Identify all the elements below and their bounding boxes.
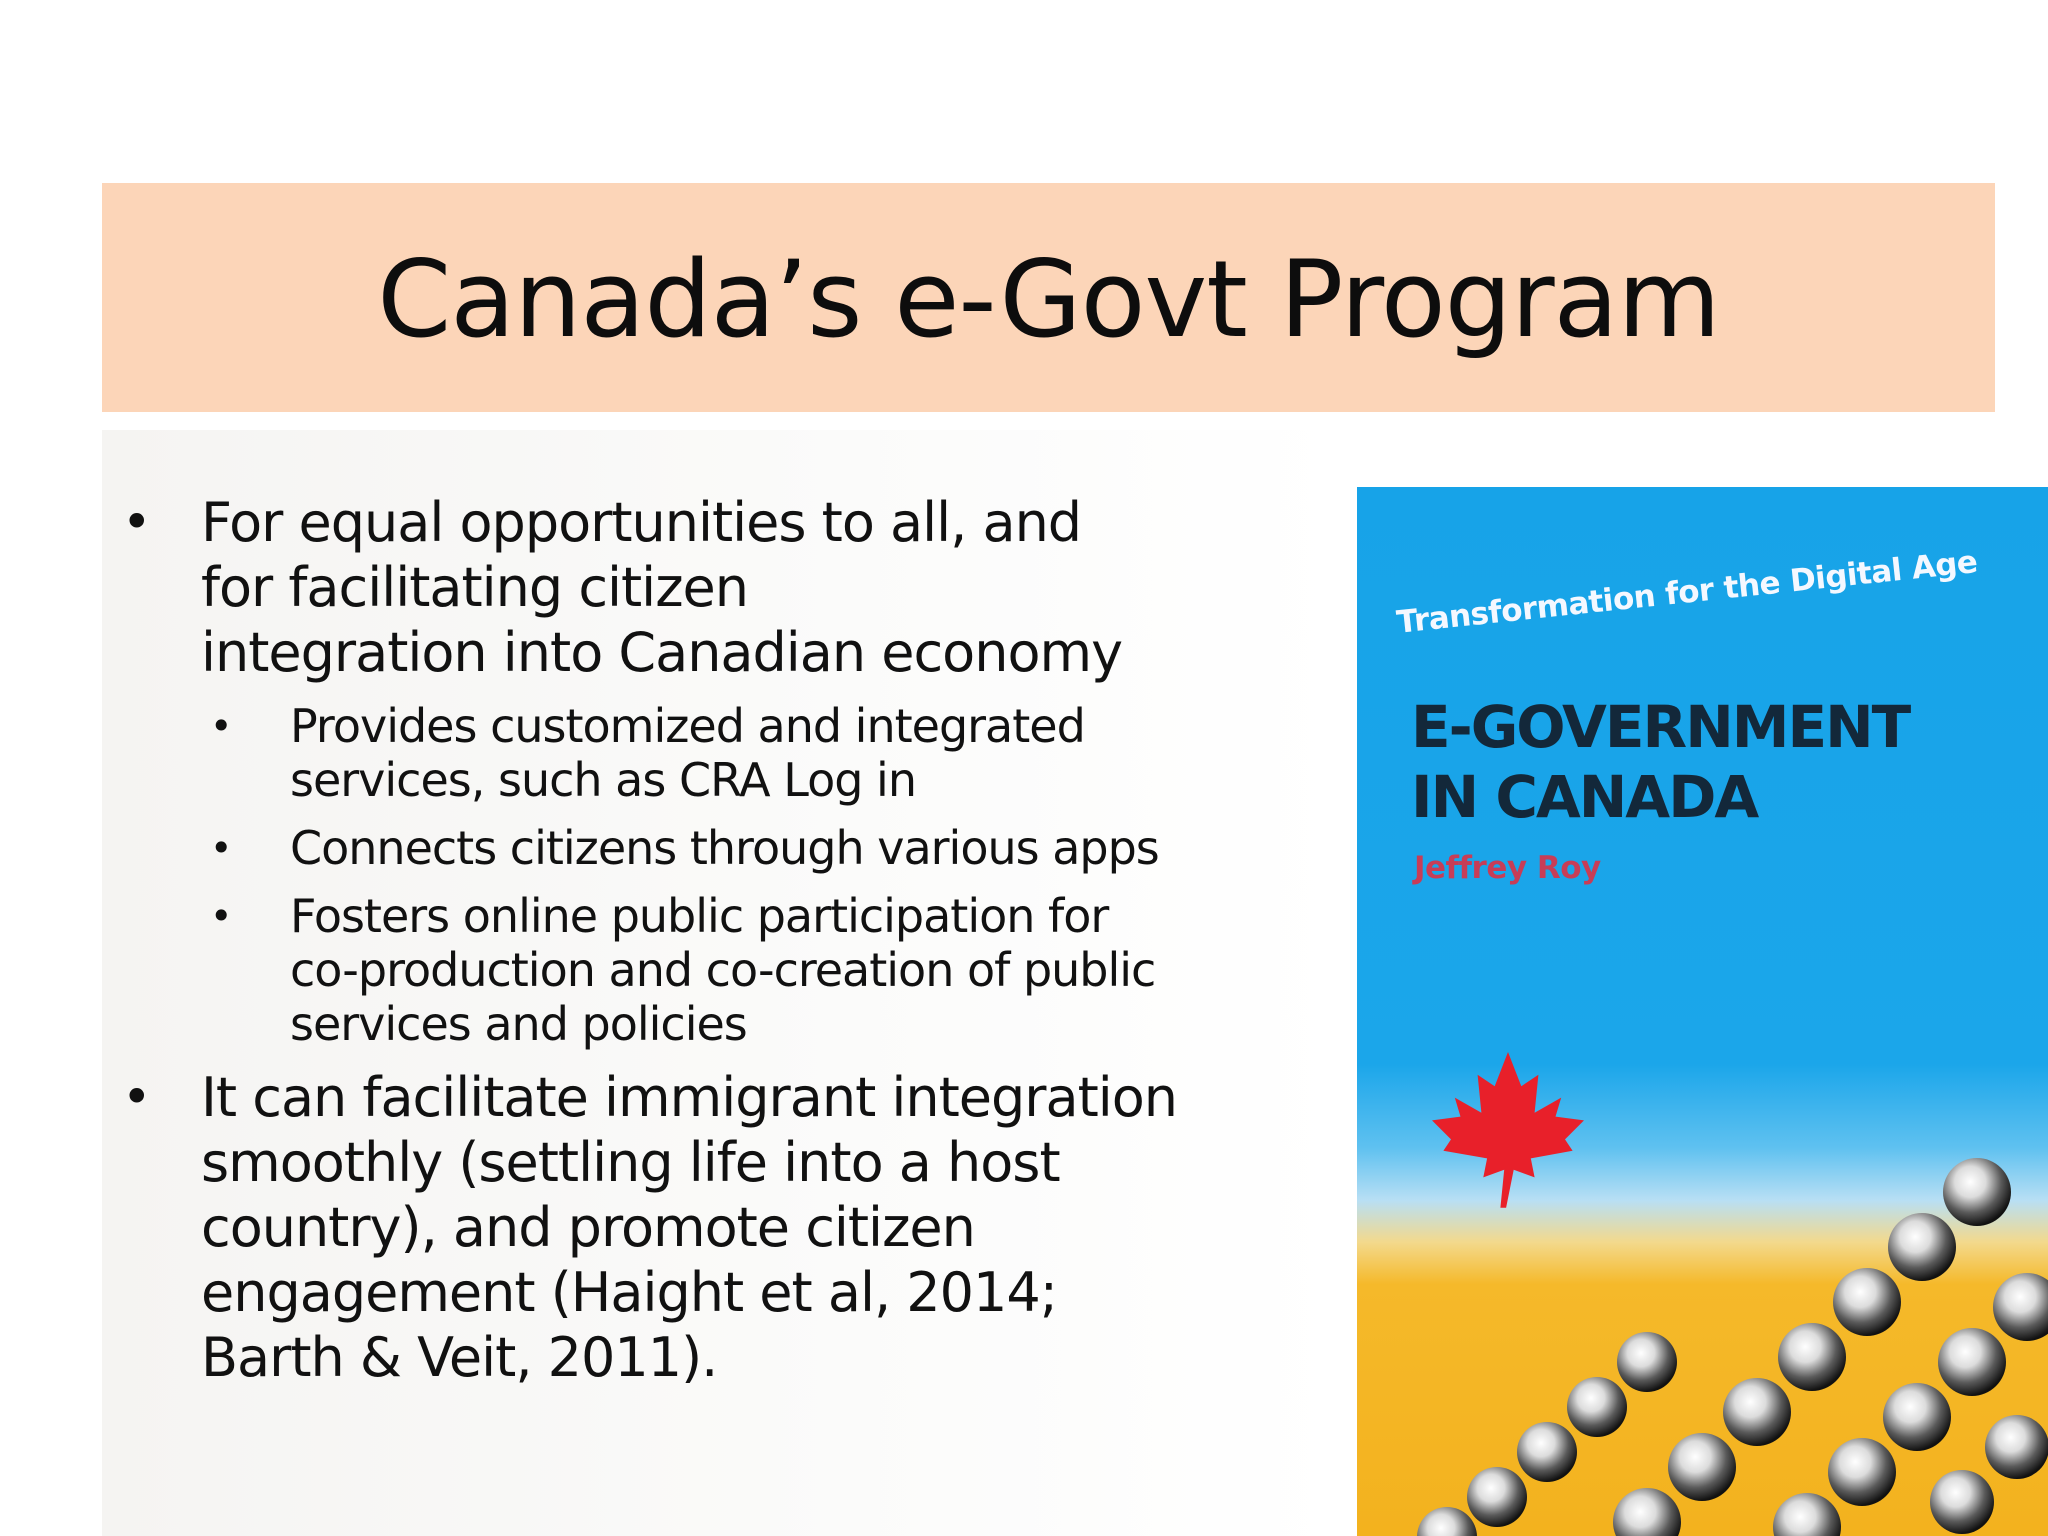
sub-bullet-line: Fosters online public participation for bbox=[290, 889, 1109, 943]
bullet-item-2 bbox=[102, 1065, 1342, 1390]
bullet-line: For equal opportunities to all, and bbox=[201, 491, 1082, 554]
book-cover-art bbox=[1357, 487, 2048, 1536]
content-area bbox=[102, 430, 1342, 1536]
sub-bullet-line: Provides customized and integrated bbox=[290, 699, 1085, 753]
book-title-line-1: E-GOVERNMENT bbox=[1411, 693, 1910, 761]
maple-leaf-icon bbox=[1432, 1052, 1584, 1208]
sub-bullet-line: Connects citizens through various apps bbox=[290, 821, 1159, 875]
sub-bullet-item-2 bbox=[201, 821, 1342, 875]
bullet-line: engagement (Haight et al, 2014; bbox=[201, 1261, 1057, 1324]
bullet-line: integration into Canadian economy bbox=[201, 621, 1123, 684]
sub-bullet-line: co-production and co-creation of public bbox=[290, 943, 1156, 997]
sub-bullet-item-3 bbox=[201, 889, 1342, 1051]
title-band bbox=[102, 183, 1995, 412]
bullet-line: smoothly (settling life into a host bbox=[201, 1131, 1060, 1194]
book-tagline: Transformation for the Digital Age bbox=[1395, 544, 1980, 641]
bullet-list bbox=[102, 490, 1342, 1390]
book-cover-image bbox=[1357, 487, 2048, 1536]
slide-title: Canada’s e-Govt Program bbox=[377, 238, 1720, 361]
sub-bullet-line: services, such as CRA Log in bbox=[290, 753, 916, 807]
bullet-line: Barth & Veit, 2011). bbox=[201, 1326, 718, 1389]
book-title-line-2: IN CANADA bbox=[1411, 763, 1758, 831]
book-title bbox=[1411, 692, 1909, 832]
bullet-line: It can facilitate immigrant integration bbox=[201, 1066, 1178, 1129]
bullet-line: for facilitating citizen bbox=[201, 556, 748, 619]
sub-bullet-line: services and policies bbox=[290, 997, 747, 1051]
bullet-line: country), and promote citizen bbox=[201, 1196, 975, 1259]
bullet-item-1 bbox=[102, 490, 1342, 1051]
sub-bullet-item-1 bbox=[201, 699, 1342, 807]
sub-bullet-list bbox=[201, 699, 1342, 1051]
book-author: Jeffrey Roy bbox=[1414, 850, 1601, 886]
ball-chain-decoration bbox=[1417, 1158, 2048, 1536]
